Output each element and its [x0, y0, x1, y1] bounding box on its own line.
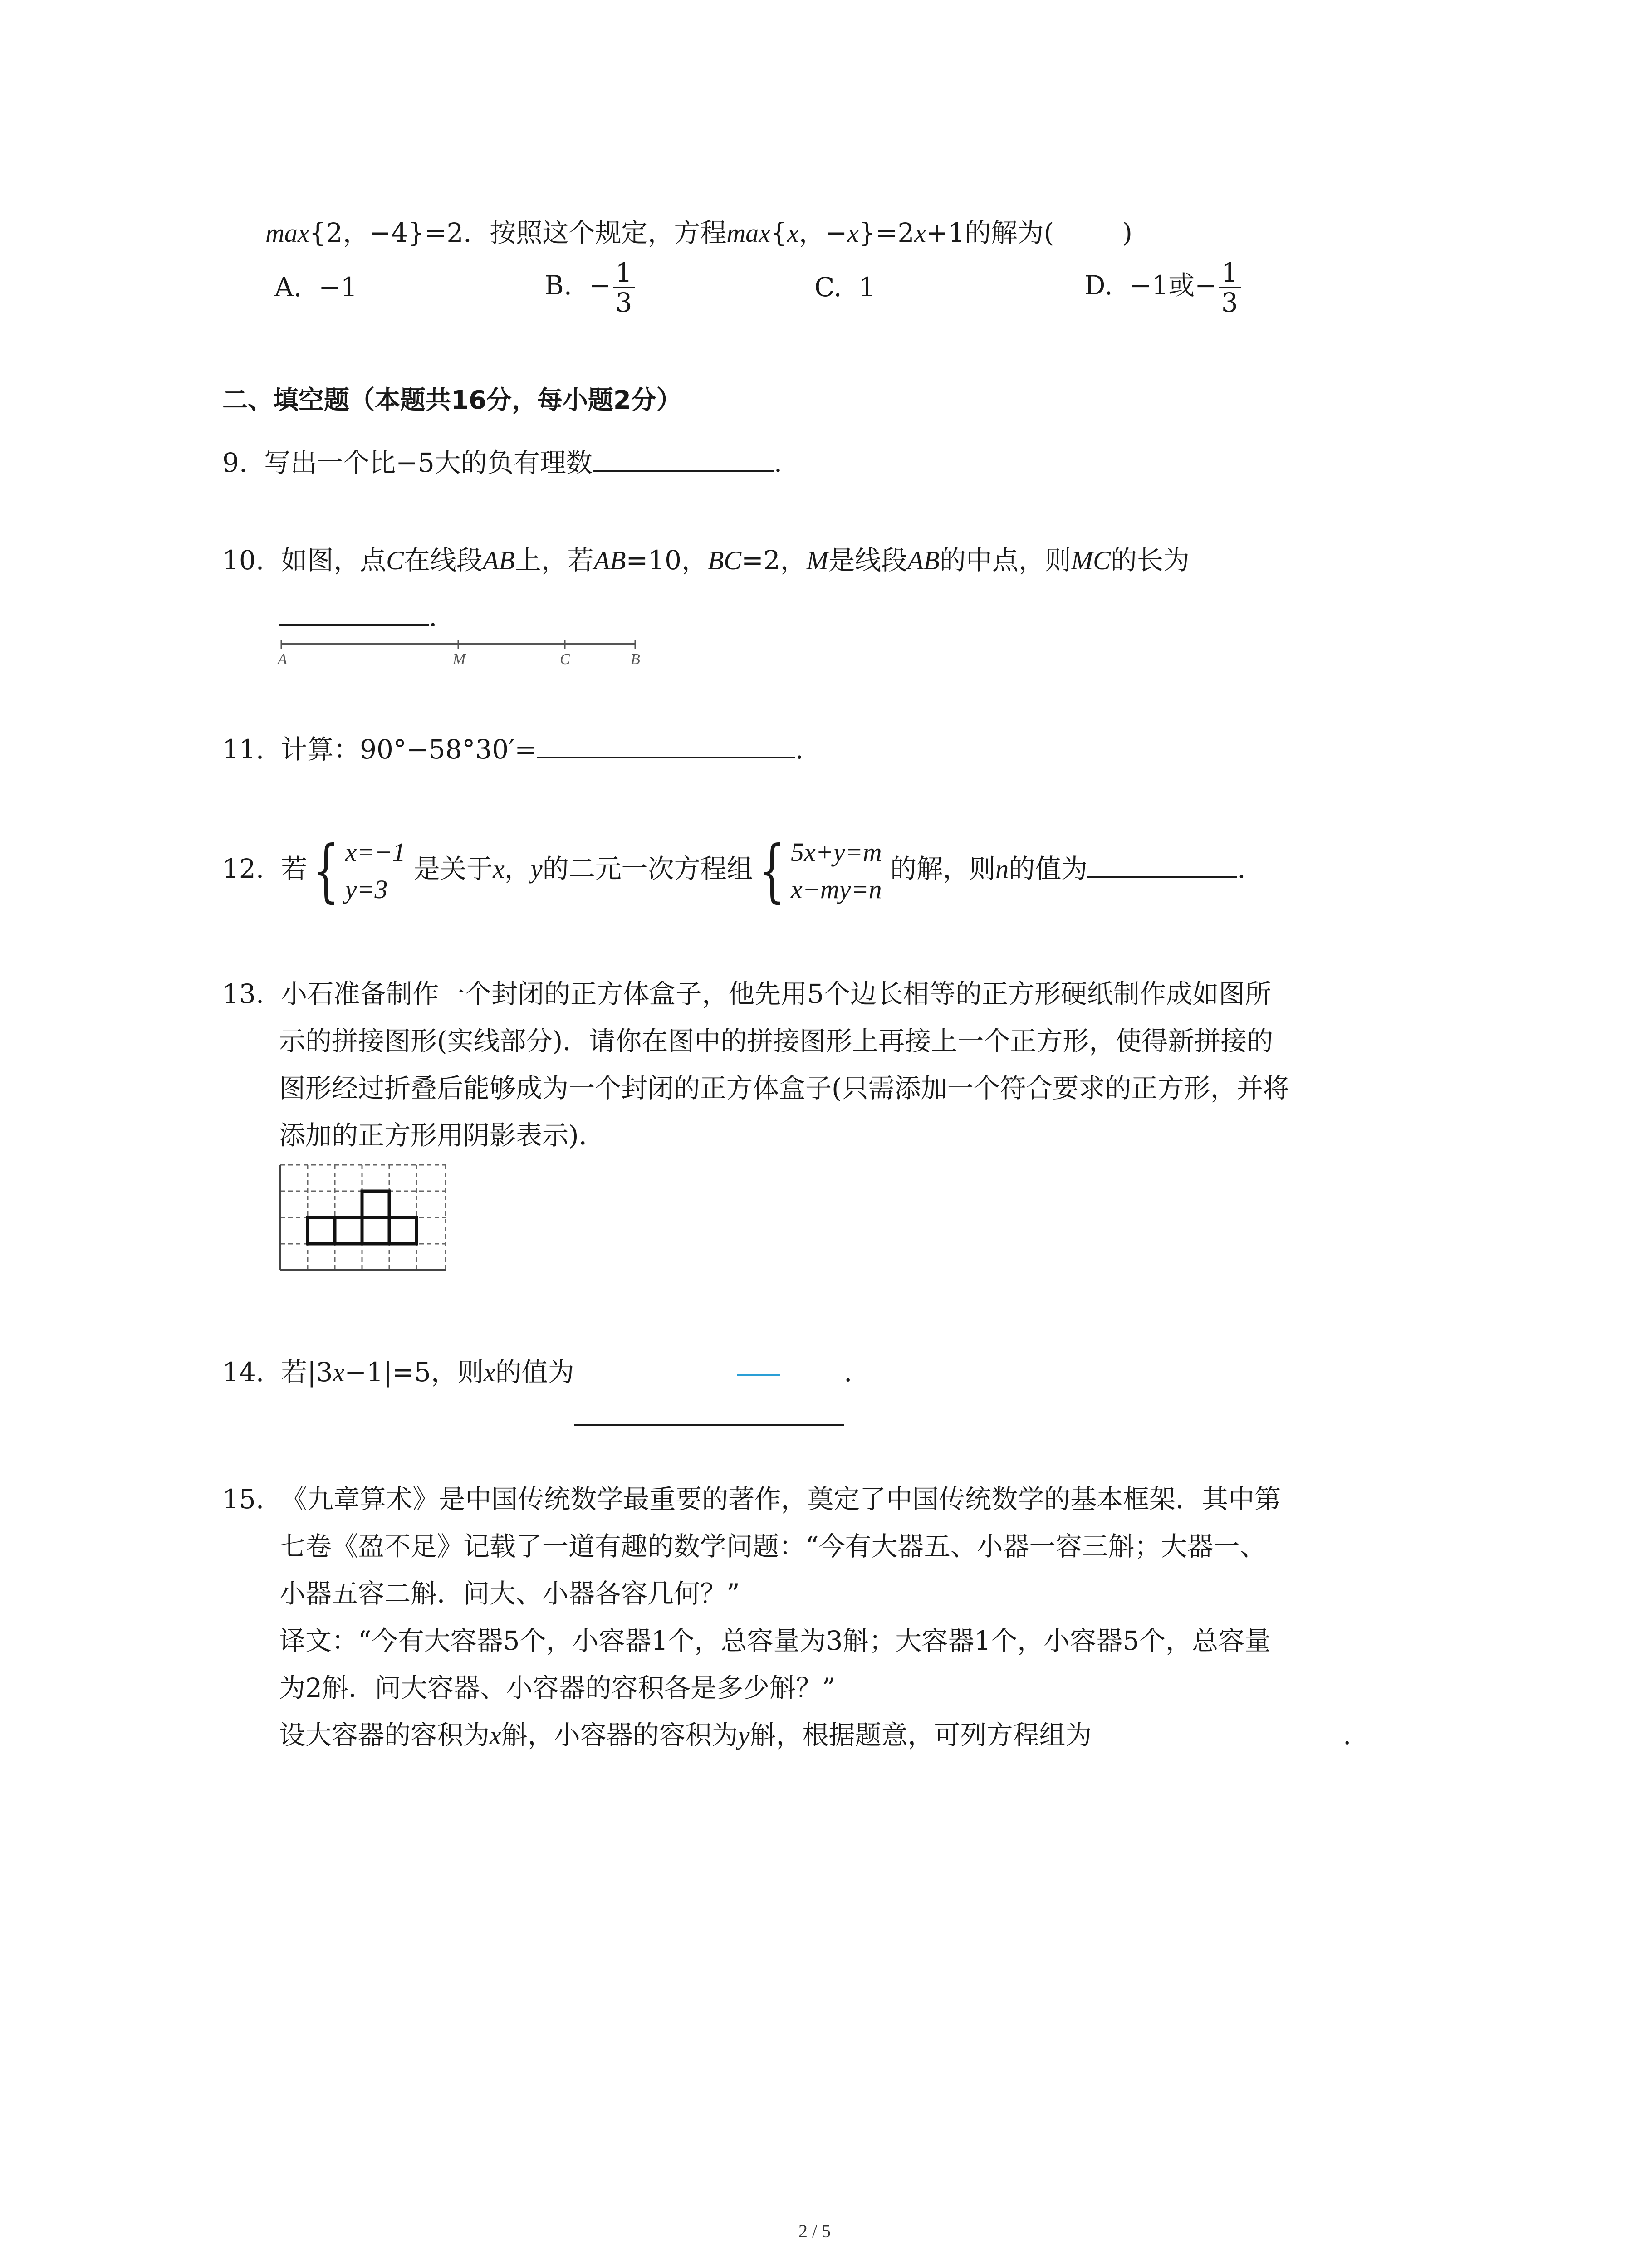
question-15-line: 译文：“今有大容器5个，小容器1个，总容量为3斛；大容器1个，小容器5个，总容量	[279, 1625, 1271, 1656]
system-solution: x=−1 y=3	[345, 837, 406, 904]
question-12: 12. 若{ x=−1 y=3 是关于x，y的二元一次方程组{ 5x+y=m x−my=n 的解，则n的值为 .	[222, 831, 1246, 910]
net-square	[308, 1217, 335, 1244]
segment-figure	[272, 635, 644, 671]
question-10-answer: .	[279, 599, 437, 633]
option-c: C. 1	[814, 272, 876, 303]
question-15-line: 小器五容二斛．问大、小器各容几何？”	[279, 1578, 740, 1609]
page-number: 2 / 5	[798, 2221, 831, 2241]
blue-mark	[737, 1374, 780, 1376]
question-15-last-line: 设大容器的容积为x斛，小容器的容积为y斛，根据题意，可列方程组为	[279, 1720, 1092, 1750]
answer-blank[interactable]	[1087, 850, 1237, 878]
q8-line: max{2，−4}=2．按照这个规定，方程max{x，−x}=2x+1的解为( )	[265, 217, 1132, 248]
answer-blank[interactable]	[279, 599, 429, 626]
option-d: D. −1或− $\frac{1}{3}$	[1084, 259, 1243, 317]
label-b: B	[631, 651, 640, 668]
question-15-line: 七卷《盈不足》记载了一道有趣的数学问题：“今有大器五、小器一容三斛；大器一、	[279, 1531, 1266, 1562]
question-13-line: 图形经过折叠后能够成为一个封闭的正方体盒子(只需添加一个符合要求的正方形，并将	[279, 1073, 1289, 1104]
question-11: 11. 计算：90°−58°30′= .	[222, 731, 803, 765]
question-15-line: 为2斛．问大容器、小容器的容积各是多少斛？”	[279, 1672, 836, 1703]
cube-net-grid	[277, 1161, 449, 1275]
label-m: M	[453, 651, 466, 668]
section-title: 二、填空题（本题共16分，每小题2分）	[222, 386, 682, 415]
net-square	[389, 1217, 416, 1244]
question-14-period: .	[844, 1357, 852, 1388]
label-c: C	[560, 651, 570, 668]
question-13-line: 添加的正方形用阴影表示)．	[279, 1120, 605, 1151]
answer-blank[interactable]	[574, 1424, 844, 1426]
net-square	[362, 1191, 389, 1217]
answer-blank[interactable]	[537, 731, 795, 758]
fraction: $\frac{1}{3}$	[1219, 259, 1241, 317]
left-brace: {	[759, 831, 785, 910]
question-9: 9. 写出一个比−5大的负有理数 .	[222, 445, 782, 479]
net-square	[362, 1217, 389, 1244]
fraction: $\frac{1}{3}$	[613, 259, 635, 317]
question-15: 15. 《九章算术》是中国传统数学最重要的著作，奠定了中国传统数学的基本框架．其中第	[222, 1484, 1281, 1515]
question-13: 13. 小石准备制作一个封闭的正方体盒子，他先用5个边长相等的正方形硬纸制作成如图所	[222, 978, 1272, 1009]
question-10: 10. 如图，点C在线段AB上，若AB=10，BC=2，M是线段AB的中点，则MC的长为	[222, 545, 1190, 576]
question-13-line: 示的拼接图形(实线部分)．请你在图中的拼接图形上再接上一个正方形，使得新拼接的	[279, 1026, 1274, 1056]
left-brace: {	[313, 831, 339, 910]
net-square	[335, 1217, 362, 1244]
label-a: A	[278, 651, 287, 668]
system-equations: 5x+y=m x−my=n	[791, 837, 882, 904]
net-squares	[308, 1191, 416, 1244]
option-b: B. − $\frac{1}{3}$	[544, 259, 637, 317]
answer-blank[interactable]	[593, 445, 774, 472]
option-a: A. −1	[274, 272, 358, 303]
question-14: 14. 若|3x−1|=5，则x的值为	[222, 1357, 574, 1388]
question-15-period: .	[1343, 1720, 1352, 1750]
